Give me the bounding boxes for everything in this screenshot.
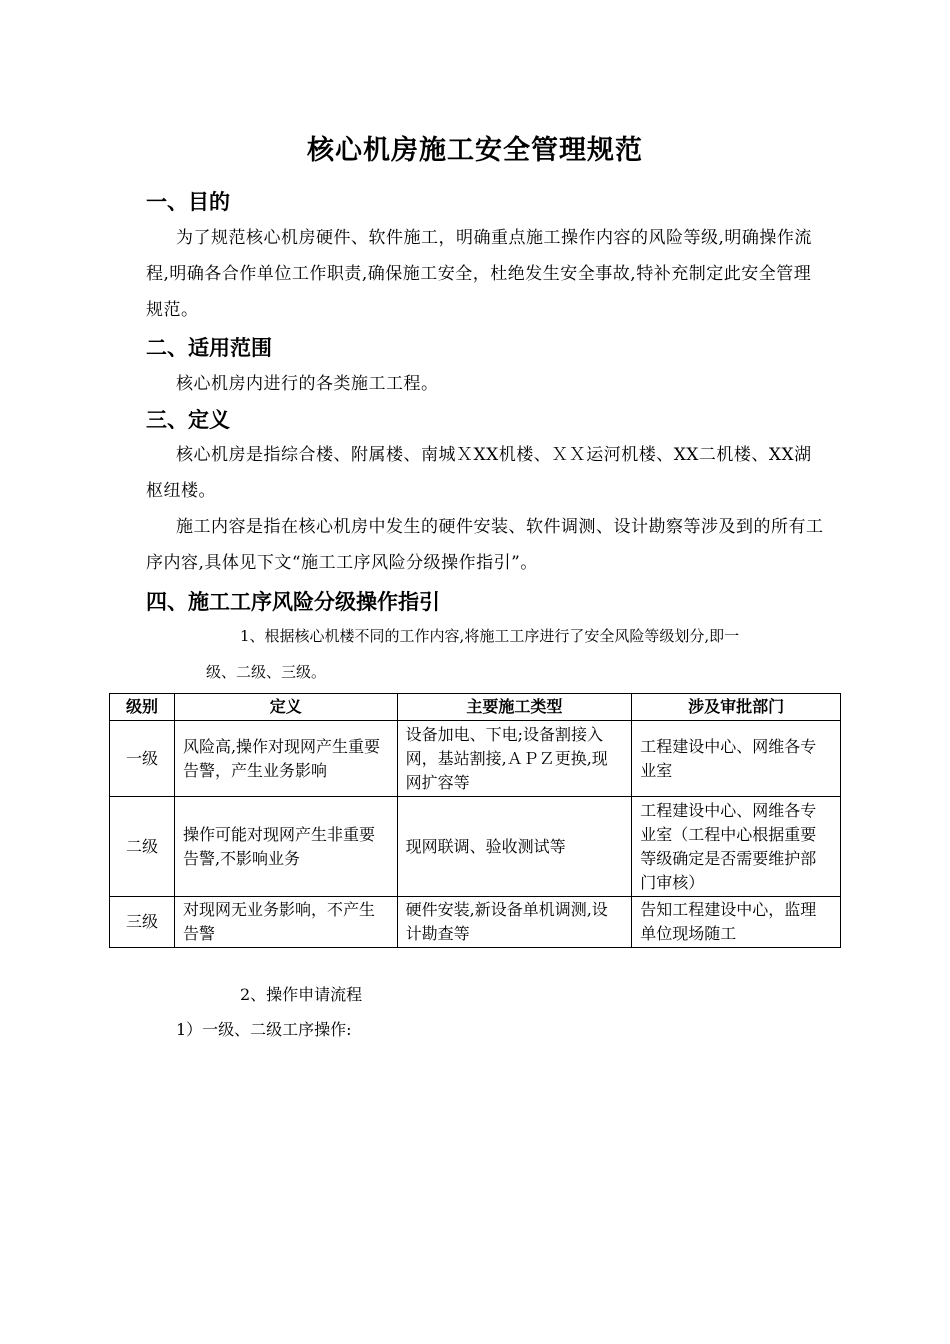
table-cell-level: 二级 bbox=[110, 797, 175, 897]
operation-flow-heading: 2、操作申请流程 bbox=[240, 985, 363, 1004]
table-row bbox=[110, 797, 841, 897]
table-cell: 对现网无业务影响，不产生告警 bbox=[174, 897, 397, 948]
table-header-cell: 主要施工类型 bbox=[397, 694, 632, 721]
risk-level-table bbox=[109, 693, 841, 948]
section-heading-risk-guide: 四、施工工序风险分级操作指引 bbox=[146, 590, 440, 614]
document-title: 核心机房施工安全管理规范 bbox=[307, 135, 643, 166]
table-row bbox=[110, 897, 841, 948]
table-cell: 操作可能对现网产生非重要告警,不影响业务 bbox=[174, 797, 397, 897]
table-cell: 工程建设中心、网维各专业室 bbox=[632, 721, 841, 797]
table-row bbox=[110, 721, 841, 797]
purpose-paragraph: 为了规范核心机房硬件、软件施工，明确重点施工操作内容的风险等级,明确操作流程,明确各合作单位工作职责,确保施工安全，杜绝发生安全事故,特补充制定此安全管理规范。 bbox=[146, 228, 812, 320]
table-cell-level: 一级 bbox=[110, 721, 175, 797]
table-cell: 设备加电、下电;设备割接入网，基站割接,ＡＰＺ更换,现网扩容等 bbox=[397, 721, 632, 797]
scope-paragraph: 核心机房内进行的各类施工工程。 bbox=[176, 374, 439, 394]
table-cell: 风险高,操作对现网产生重要告警，产生业务影响 bbox=[174, 721, 397, 797]
table-header-cell: 级别 bbox=[110, 694, 175, 721]
table-header-row bbox=[110, 694, 841, 721]
risk-guide-intro-line2: 级、二级、三级。 bbox=[206, 663, 327, 681]
section-heading-definition: 三、定义 bbox=[146, 408, 230, 432]
table-cell: 硬件安装,新设备单机调测,设计勘查等 bbox=[397, 897, 632, 948]
table-cell: 现网联调、验收测试等 bbox=[397, 797, 632, 897]
risk-guide-intro-line1: 1、根据核心机楼不同的工作内容,将施工工序进行了安全风险等级划分,即一 bbox=[240, 627, 740, 645]
table-cell-level: 三级 bbox=[110, 897, 175, 948]
section-heading-purpose: 一、目的 bbox=[146, 190, 230, 214]
table-header-cell: 定义 bbox=[174, 694, 397, 721]
section-heading-scope: 二、适用范围 bbox=[146, 336, 272, 360]
definition-paragraph-1: 核心机房是指综合楼、附属楼、南城ＸXX机楼、ＸＸ运河机楼、XX二机楼、XX湖枢纽楼。 bbox=[146, 445, 812, 501]
table-header-cell: 涉及审批部门 bbox=[632, 694, 841, 721]
table-cell: 告知工程建设中心，监理单位现场随工 bbox=[632, 897, 841, 948]
table-cell: 工程建设中心、网维各专业室（工程中心根据重要等级确定是否需要维护部门审核） bbox=[632, 797, 841, 897]
operation-flow-subitem: 1）一级、二级工序操作: bbox=[176, 1020, 352, 1039]
definition-paragraph-2: 施工内容是指在核心机房中发生的硬件安装、软件调测、设计勘察等涉及到的所有工序内容,具体见下文“施工工序风险分级操作指引”。 bbox=[146, 517, 824, 573]
